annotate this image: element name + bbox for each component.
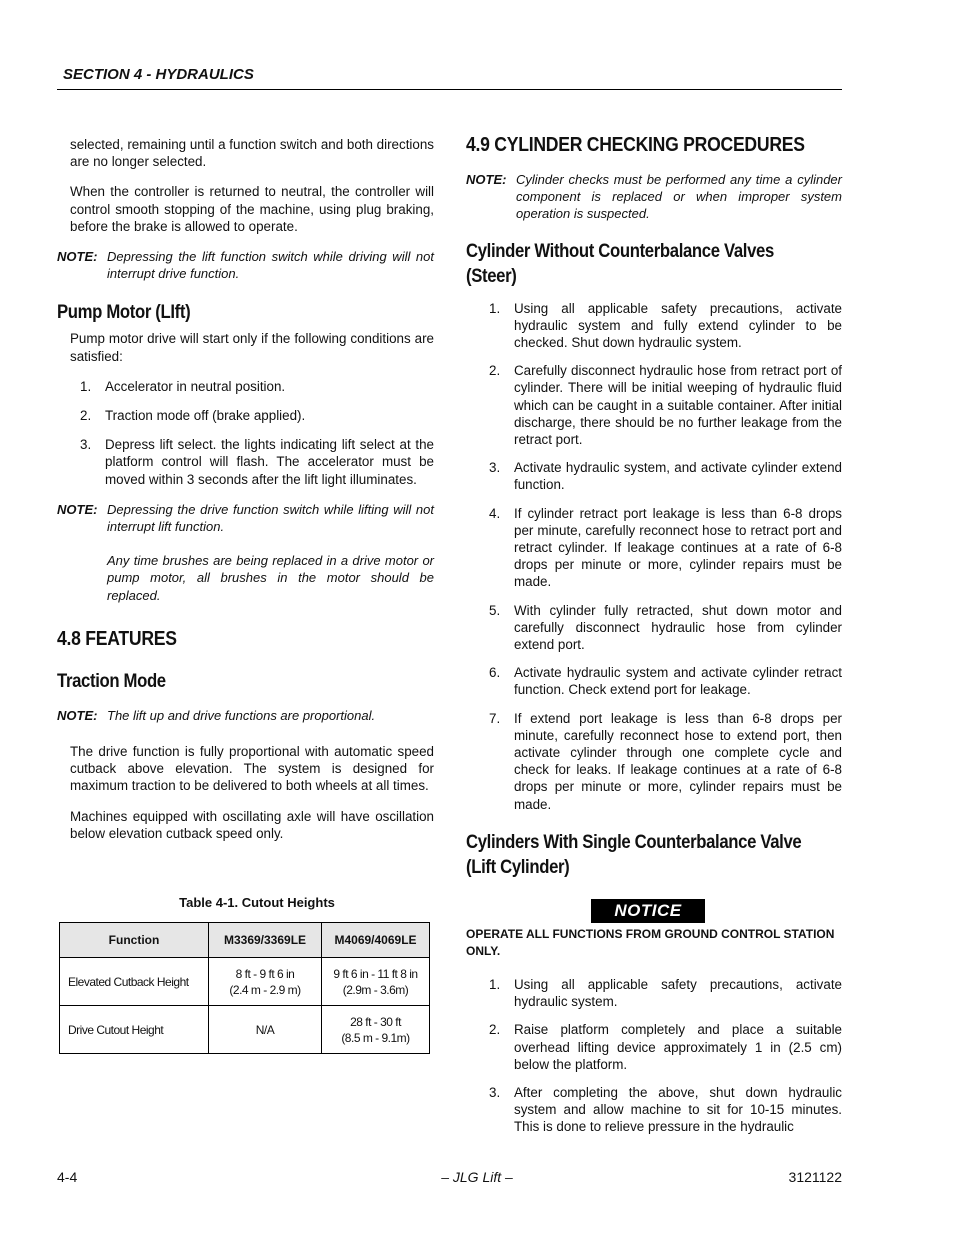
cell-line: 8 ft - 9 ft 6 in <box>235 966 295 981</box>
table-row <box>60 1006 430 1054</box>
step-text: Using all applicable safety precautions, activate hydraulic system and fully extend cylinder to be checked. Shut down hydraulic system. <box>514 300 842 351</box>
step-text: With cylinder fully retracted, shut down motor and carefully disconnect hydraulic hose from cylinder extend port. <box>514 602 842 653</box>
note <box>57 248 434 282</box>
list-item <box>466 459 842 493</box>
cell-line: (2.9m - 3.6m) <box>342 982 409 997</box>
note <box>57 707 434 724</box>
step-number: 3. <box>489 460 501 476</box>
right-column <box>466 134 842 880</box>
heading-line: Cylinders With Single Counterbalance Valve <box>466 831 802 853</box>
step-number: 6. <box>489 665 501 681</box>
cell-line: (2.4 m - 2.9 m) <box>229 982 301 997</box>
step-text: Raise platform completely and place a suitable overhead lifting device approximately 1 in (2.5 cm) below the platform. <box>514 1022 842 1072</box>
note-text: Cylinder checks must be performed any time a cylinder component is replaced or when improper system operation is suspected. <box>516 172 842 222</box>
heading-cylinder-checking: 4.9 CYLINDER CHECKING PROCEDURES <box>466 134 805 156</box>
left-column <box>57 136 434 842</box>
column-header: M4069/4069LE <box>322 923 430 958</box>
list-item <box>466 505 842 591</box>
note <box>57 501 434 535</box>
note <box>466 171 842 223</box>
list-item <box>57 407 434 424</box>
notice-badge: NOTICE <box>591 899 705 923</box>
heading-steer <box>466 239 797 289</box>
list-item <box>466 1084 842 1136</box>
step-text: Traction mode off (brake applied). <box>105 408 306 424</box>
column-header: M3369/3369LE <box>209 923 322 958</box>
note-text: Depressing the drive function switch while lifting will not interrupt lift function. <box>107 501 434 535</box>
note-label: NOTE: <box>466 172 507 187</box>
heading-traction-mode: Traction Mode <box>57 670 166 692</box>
document-number: 3121122 <box>788 1169 842 1185</box>
notice-text: OPERATE ALL FUNCTIONS FROM GROUND CONTROL STATION ONLY. <box>466 927 835 958</box>
table-cell <box>209 958 322 1006</box>
heading-line: (Lift Cylinder) <box>466 856 570 878</box>
list-item <box>466 300 842 352</box>
step-number: 1. <box>489 977 501 992</box>
heading-pump-motor: Pump Motor (LIft) <box>57 302 191 324</box>
step-number: 2. <box>80 408 92 424</box>
heading-lift-cylinder <box>466 830 802 880</box>
step-text: If cylinder retract port leakage is less than 6-8 drops per minute, carefully reconnect hose to retract port and retract cylinder. If leakage continues at a rate of 6-8 drops per minute or more, cylinder repairs must be made. <box>514 505 842 590</box>
table-cell: Elevated Cutback Height <box>60 958 209 1006</box>
footer-center: – JLG Lift – <box>441 1169 513 1185</box>
heading-line: Cylinder Without Counterbalance Valves <box>466 240 774 262</box>
note-text: The lift up and drive functions are proportional. <box>107 707 376 723</box>
steer-steps <box>466 300 842 813</box>
table-caption: Table 4-1. Cutout Heights <box>179 895 335 910</box>
cell-line: 9 ft 6 in - 11 ft 8 in <box>333 966 418 981</box>
note-label: NOTE: <box>57 249 98 265</box>
page-number: 4-4 <box>57 1169 78 1185</box>
pump-steps <box>57 378 434 488</box>
step-number: 4. <box>489 505 501 521</box>
table-cell: N/A <box>209 1006 322 1054</box>
paragraph: Machines equipped with oscillating axle will have oscillation below elevation cutback speed only. <box>70 808 434 841</box>
table-row <box>60 958 430 1006</box>
column-header: Function <box>60 923 209 958</box>
table-cell <box>322 1006 430 1054</box>
note-continuation: Any time brushes are being replaced in a drive motor or pump motor, all brushes in the motor should be replaced. <box>107 553 434 603</box>
step-text: Activate hydraulic system, and activate cylinder extend function. <box>514 460 842 493</box>
list-item <box>466 1021 842 1073</box>
cell-line: 28 ft - 30 ft <box>350 1014 401 1029</box>
step-number: 7. <box>489 710 501 726</box>
step-number: 1. <box>489 300 501 316</box>
step-text: Carefully disconnect hydraulic hose from retract port of cylinder. There will be initial weeping of hydraulic fluid which can be caught in a suitable container. After initial discharge, there should be no further leakage from the retract port. <box>514 363 842 448</box>
section-header: SECTION 4 - HYDRAULICS <box>63 66 254 83</box>
list-item <box>466 976 842 1010</box>
step-text: After completing the above, shut down hydraulic system and allow machine to sit for 10-15 minutes. This is done to relieve pressure in the hydraulic <box>514 1085 842 1135</box>
step-number: 5. <box>489 602 501 618</box>
heading-line: (Steer) <box>466 265 517 287</box>
list-item <box>466 664 842 698</box>
table-header-row <box>60 923 430 958</box>
list-item <box>57 436 434 488</box>
step-text: If extend port leakage is less than 6-8 drops per minute, carefully reconnect hose to extend port, then activate cylinder through one complete cycle and check for leaks. If leakage continues at a rate of 6-8 drops per minute or more, cylinder repairs must be made. <box>514 710 842 812</box>
table-cell <box>322 958 430 1006</box>
step-text: Depress lift select. the lights indicating lift select at the platform control will flash. The accelerator must be moved within 3 seconds after the lift light illuminates. <box>105 437 434 487</box>
paragraph: When the controller is returned to neutral, the controller will control smooth stopping of the machine, using plug braking, before the brake is allowed to operate. <box>70 184 434 234</box>
note-label: NOTE: <box>57 707 98 723</box>
paragraph: The drive function is fully proportional with automatic speed cutback above elevation. The system is designed for maximum traction to be delivered to both wheels at all times. <box>70 744 434 794</box>
step-number: 3. <box>80 437 92 453</box>
list-item <box>466 710 842 813</box>
list-item <box>466 602 842 654</box>
lift-steps <box>466 976 842 1136</box>
step-text: Using all applicable safety precautions, activate hydraulic system. <box>514 977 842 1010</box>
list-item <box>466 362 842 448</box>
step-text: Accelerator in neutral position. <box>105 378 286 394</box>
paragraph: Pump motor drive will start only if the following conditions are satisfied: <box>70 331 434 364</box>
note-label: NOTE: <box>57 501 98 517</box>
step-number: 3. <box>489 1085 501 1101</box>
step-number: 2. <box>489 1022 501 1038</box>
step-text: Activate hydraulic system and activate cylinder retract function. Check extend port for leakage. <box>514 665 842 698</box>
cutout-heights-table <box>59 922 430 1054</box>
table-cell: Drive Cutout Height <box>60 1006 209 1054</box>
paragraph: selected, remaining until a function switch and both directions are no longer selected. <box>70 137 434 170</box>
heading-features: 4.8 FEATURES <box>57 627 177 650</box>
list-item <box>57 378 434 395</box>
step-number: 1. <box>80 378 92 394</box>
step-number: 2. <box>489 363 501 379</box>
header-rule <box>57 89 842 90</box>
note-text: Depressing the lift function switch while driving will not interrupt drive function. <box>107 249 434 282</box>
cell-line: (8.5 m - 9.1m) <box>341 1030 410 1045</box>
